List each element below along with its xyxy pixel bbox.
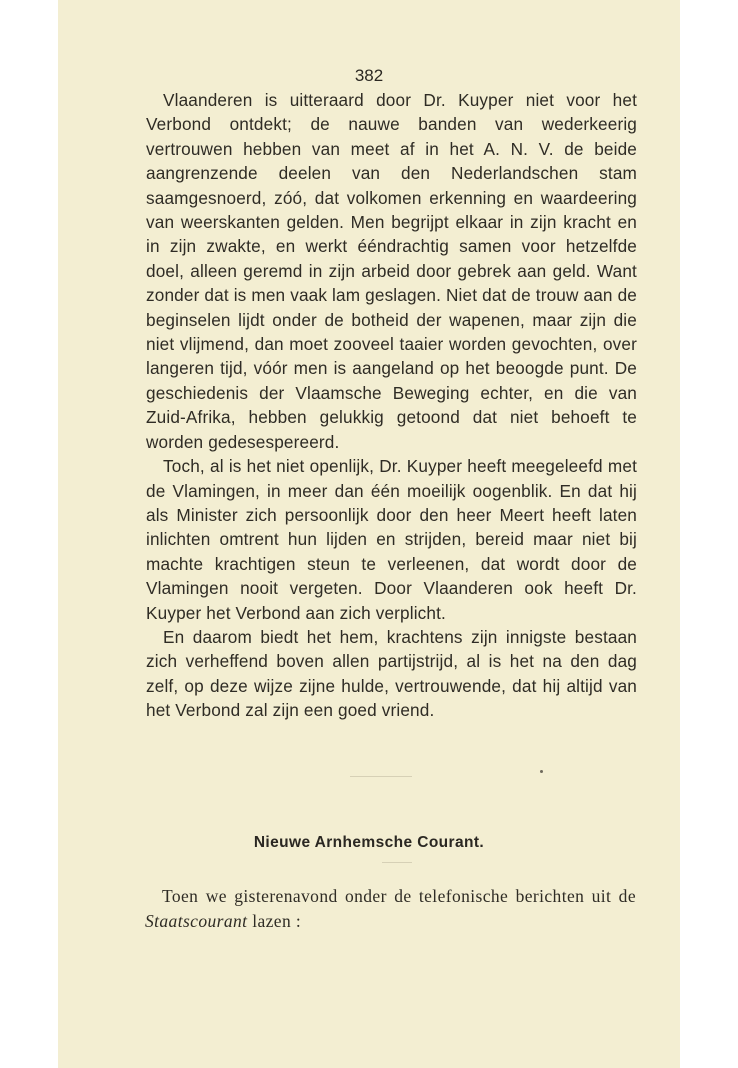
paragraph-2: Toch, al is het niet openlijk, Dr. Kuyper heeft meegeleefd met de Vlamingen, in meer dan één moeilijk oogenblik. En dat hij als Minister zich persoonlijk door den heer Meert heeft laten inlichten omtrent hun lijden en strijden, bereid maar niet bij machte krachtigen steun te verleenen, dat wordt door de Vlamingen nooit vergeten. Door Vlaanderen ook heeft Dr. Kuyper het Verbond aan zich verplicht. xyxy=(146,456,637,623)
page-number: 382 xyxy=(354,66,384,85)
intro-paragraph xyxy=(145,884,636,934)
intro-before: Toen we gisterenavond onder de telefonische berichten uit de xyxy=(162,886,636,906)
paragraph-1: Vlaanderen is uitteraard door Dr. Kuyper niet voor het Verbond ontdekt; de nauwe banden van wederkeerig vertrouwen hebben van meet af in het A. N. V. de beide aangrenzende deelen van den Nederlandschen stam saamgesnoerd, zóó, dat volkomen erkenning en waardeering van weerskanten gelden. Men begrijpt elkaar in zijn kracht en in zijn zwakte, en werkt ééndrachtig samen voor hetzelfde doel, alleen geremd in zijn arbeid door gebrek aan geld. Want zonder dat is men vaak lam geslagen. Niet dat de trouw aan de beginselen lijdt onder de botheid der wapenen, maar zijn die niet vlijmend, dan moet zooveel taaier worden gevochten, over langeren tijd, vóór men is aangeland op het beoogde punt. De geschiedenis der Vlaamsche Beweging echter, en die van Zuid-Afrika, hebben gelukkig getoond dat niet behoeft te worden gedesespereerd. xyxy=(146,90,637,452)
heading-rule xyxy=(382,862,412,863)
intro-italic: Staatscourant xyxy=(145,911,248,931)
section-divider xyxy=(350,776,412,777)
intro-text xyxy=(145,884,636,934)
intro-after: lazen : xyxy=(247,911,302,931)
paragraph-3: En daarom biedt het hem, krachtens zijn innigste bestaan zich verheffend boven allen partijstrijd, al is het na den dag zelf, op deze wijze zijne hulde, vertrouwende, dat hij altijd van het Verbond zal zijn een goed vriend. xyxy=(146,626,637,721)
body-text xyxy=(146,88,637,723)
print-speck xyxy=(540,770,543,773)
section-heading: Nieuwe Arnhemsche Courant. xyxy=(253,834,485,851)
